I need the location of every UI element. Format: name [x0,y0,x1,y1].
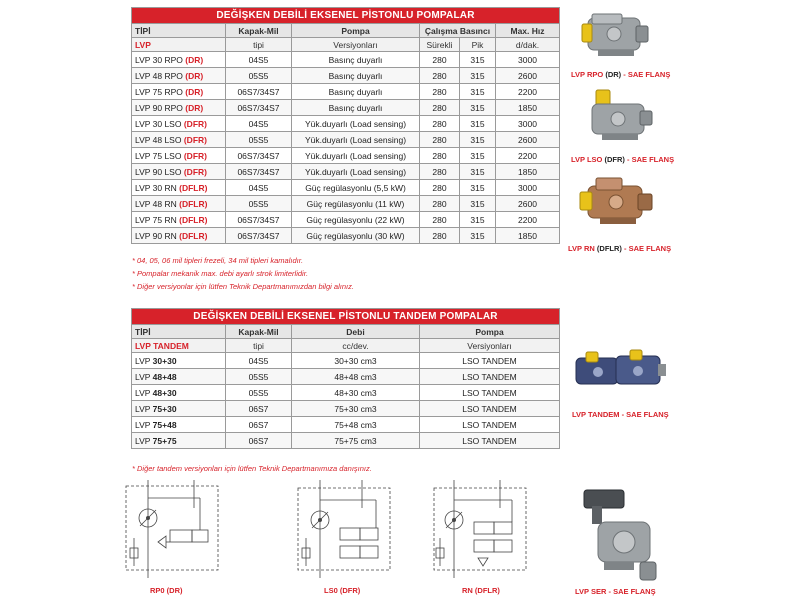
cell-tip: LVP 30 LSO (DFR) [132,116,226,132]
table-row [132,196,560,212]
table-row [132,385,560,401]
cell-tip: LVP 48+30 [132,385,226,401]
hydraulic-diagram-rpo [120,478,224,582]
cell-versiyon: Basınç duyarlı [292,68,420,84]
hydraulic-diagram-rn [428,478,532,582]
cell-pik: 315 [460,100,496,116]
cell-kapak: 06S7 [226,433,292,449]
cell-versiyon: Yük.duyarlı (Load sensing) [292,116,420,132]
cell-pik: 315 [460,52,496,68]
pump-rn-image [578,170,658,234]
subheader-surekli: Sürekli [420,38,460,52]
col-header-hiz: Max. Hız [496,24,560,38]
cell-kapak: 06S7/34S7 [226,228,292,244]
cell-tip: LVP 90 LSO (DFR) [132,164,226,180]
table-row [132,401,560,417]
cell-tip: LVP 75+48 [132,417,226,433]
cell-tip: LVP 48 RN (DFLR) [132,196,226,212]
footnote: * Diğer versiyonlar için lütfen Teknik Departmanımızdan bilgi alınız. [132,282,354,291]
cell-kapak: 06S7/34S7 [226,148,292,164]
cell-versiyon: Güç regülasyonlu (5,5 kW) [292,180,420,196]
cell-surekli: 280 [420,132,460,148]
caption-tandem: LVP TANDEM - SAE FLANŞ [572,410,669,419]
diagram-caption-rn: RN (DFLR) [462,586,500,595]
cell-versiyon: LSO TANDEM [420,401,560,417]
cell-versiyon: LSO TANDEM [420,417,560,433]
cell-kapak: 05S5 [226,196,292,212]
col-header-pompa: Pompa [292,24,420,38]
cell-surekli: 280 [420,228,460,244]
table-row [132,180,560,196]
col-header-basinc: Çalışma Basıncı [420,24,496,38]
cell-hiz: 2600 [496,68,560,84]
table-row [132,433,560,449]
table-row [132,132,560,148]
table-title: DEĞİŞKEN DEBİLİ EKSENEL PİSTONLU TANDEM POMPALAR [132,309,560,325]
cell-versiyon: LSO TANDEM [420,433,560,449]
cell-pik: 315 [460,212,496,228]
cell-surekli: 280 [420,148,460,164]
cell-pik: 315 [460,180,496,196]
cell-kapak: 06S7/34S7 [226,212,292,228]
subheader-tip: LVP TANDEM [132,339,226,353]
cell-pik: 315 [460,116,496,132]
cell-tip: LVP 30 RN (DFLR) [132,180,226,196]
cell-debi: 30+30 cm3 [292,353,420,369]
cell-hiz: 2200 [496,84,560,100]
cell-hiz: 2200 [496,148,560,164]
table-row [132,68,560,84]
cell-hiz: 3000 [496,52,560,68]
col-header-kapak: Kapak-Mil [226,325,292,339]
subheader-debi: cc/dev. [292,339,420,353]
cell-debi: 75+30 cm3 [292,401,420,417]
cell-tip: LVP 75+30 [132,401,226,417]
subheader-tip: LVP [132,38,226,52]
col-header-kapak: Kapak-Mil [226,24,292,38]
cell-pik: 315 [460,132,496,148]
cell-versiyon: Yük.duyarlı (Load sensing) [292,164,420,180]
subheader-pompa: Versiyonları [292,38,420,52]
cell-versiyon: LSO TANDEM [420,369,560,385]
col-header-pompa: Pompa [420,325,560,339]
cell-surekli: 280 [420,164,460,180]
cell-hiz: 1850 [496,164,560,180]
subheader-pik: Pik [460,38,496,52]
cell-kapak: 04S5 [226,180,292,196]
pump-tandem-image [572,346,668,396]
cell-surekli: 280 [420,212,460,228]
table-row [132,164,560,180]
pump-rpo-image [578,4,654,64]
cell-kapak: 04S5 [226,52,292,68]
cell-kapak: 04S5 [226,353,292,369]
cell-kapak: 05S5 [226,385,292,401]
cell-hiz: 3000 [496,180,560,196]
table-row [132,417,560,433]
diagram-caption-lso: LS0 (DFR) [324,586,361,595]
cell-versiyon: Güç regülasyonlu (30 kW) [292,228,420,244]
cell-tip: LVP 90 RPO (DR) [132,100,226,116]
footnote: * 04, 05, 06 mil tipleri frezeli, 34 mil tipleri kamalıdır. [132,256,304,265]
subheader-kapak: tipi [226,339,292,353]
cell-surekli: 280 [420,68,460,84]
hydraulic-diagram-lso [292,478,396,582]
col-header-debi: Debi [292,325,420,339]
cell-tip: LVP 90 RN (DFLR) [132,228,226,244]
tandem-pump-table [131,308,560,449]
subheader-hiz: d/dak. [496,38,560,52]
cell-hiz: 3000 [496,116,560,132]
cell-versiyon: Güç regülasyonlu (11 kW) [292,196,420,212]
cell-hiz: 2600 [496,132,560,148]
table-row [132,228,560,244]
pump-lso-image [584,84,656,148]
cell-hiz: 1850 [496,100,560,116]
table-row [132,212,560,228]
caption-rpo: LVP RPO (DR) - SAE FLANŞ [571,70,671,79]
cell-kapak: 05S5 [226,369,292,385]
cell-kapak: 04S5 [226,116,292,132]
table-row [132,353,560,369]
cell-surekli: 280 [420,100,460,116]
cell-kapak: 05S5 [226,132,292,148]
col-header-tip: TİPİ [132,24,226,38]
caption-ser: LVP SER - SAE FLANŞ [575,587,656,596]
cell-surekli: 280 [420,196,460,212]
cell-versiyon: Basınç duyarlı [292,84,420,100]
footnote: * Diğer tandem versiyonları için lütfen Teknik Departmanımıza danışınız. [132,464,372,473]
table-title: DEĞİŞKEN DEBİLİ EKSENEL PİSTONLU POMPALAR [132,8,560,24]
pump-ser-image [578,486,662,586]
cell-hiz: 2600 [496,196,560,212]
cell-versiyon: Yük.duyarlı (Load sensing) [292,132,420,148]
caption-lso: LVP LSO (DFR) - SAE FLANŞ [571,155,675,164]
table-row [132,84,560,100]
subheader-kapak: tipi [226,38,292,52]
cell-debi: 48+30 cm3 [292,385,420,401]
cell-tip: LVP 30+30 [132,353,226,369]
diagram-caption-rpo: RP0 (DR) [150,586,183,595]
cell-tip: LVP 30 RPO (DR) [132,52,226,68]
cell-debi: 75+48 cm3 [292,417,420,433]
cell-tip: LVP 48 LSO (DFR) [132,132,226,148]
cell-versiyon: LSO TANDEM [420,385,560,401]
col-header-tip: TİPİ [132,325,226,339]
table-row [132,100,560,116]
table-row [132,116,560,132]
cell-tip: LVP 75 RN (DFLR) [132,212,226,228]
cell-kapak: 06S7/34S7 [226,84,292,100]
cell-pik: 315 [460,164,496,180]
cell-tip: LVP 48 RPO (DR) [132,68,226,84]
cell-tip: LVP 75+75 [132,433,226,449]
cell-kapak: 06S7/34S7 [226,100,292,116]
subheader-pompa: Versiyonları [420,339,560,353]
cell-surekli: 280 [420,116,460,132]
table-row [132,369,560,385]
cell-kapak: 06S7 [226,417,292,433]
cell-versiyon: Güç regülasyonlu (22 kW) [292,212,420,228]
cell-debi: 48+48 cm3 [292,369,420,385]
cell-pik: 315 [460,196,496,212]
footnote: * Pompalar mekanik max. debi ayarlı strok limiterlidir. [132,269,309,278]
cell-tip: LVP 75 RPO (DR) [132,84,226,100]
cell-versiyon: Basınç duyarlı [292,52,420,68]
table-row [132,52,560,68]
cell-tip: LVP 75 LSO (DFR) [132,148,226,164]
pump-table [131,7,560,244]
cell-surekli: 280 [420,180,460,196]
cell-surekli: 280 [420,52,460,68]
table-row [132,148,560,164]
cell-kapak: 06S7/34S7 [226,164,292,180]
cell-pik: 315 [460,68,496,84]
cell-debi: 75+75 cm3 [292,433,420,449]
cell-pik: 315 [460,228,496,244]
cell-kapak: 05S5 [226,68,292,84]
cell-tip: LVP 48+48 [132,369,226,385]
cell-versiyon: Yük.duyarlı (Load sensing) [292,148,420,164]
cell-versiyon: Basınç duyarlı [292,100,420,116]
cell-kapak: 06S7 [226,401,292,417]
cell-versiyon: LSO TANDEM [420,353,560,369]
cell-pik: 315 [460,84,496,100]
cell-hiz: 2200 [496,212,560,228]
cell-pik: 315 [460,148,496,164]
caption-rn: LVP RN (DFLR) - SAE FLANŞ [568,244,672,253]
cell-surekli: 280 [420,84,460,100]
cell-hiz: 1850 [496,228,560,244]
